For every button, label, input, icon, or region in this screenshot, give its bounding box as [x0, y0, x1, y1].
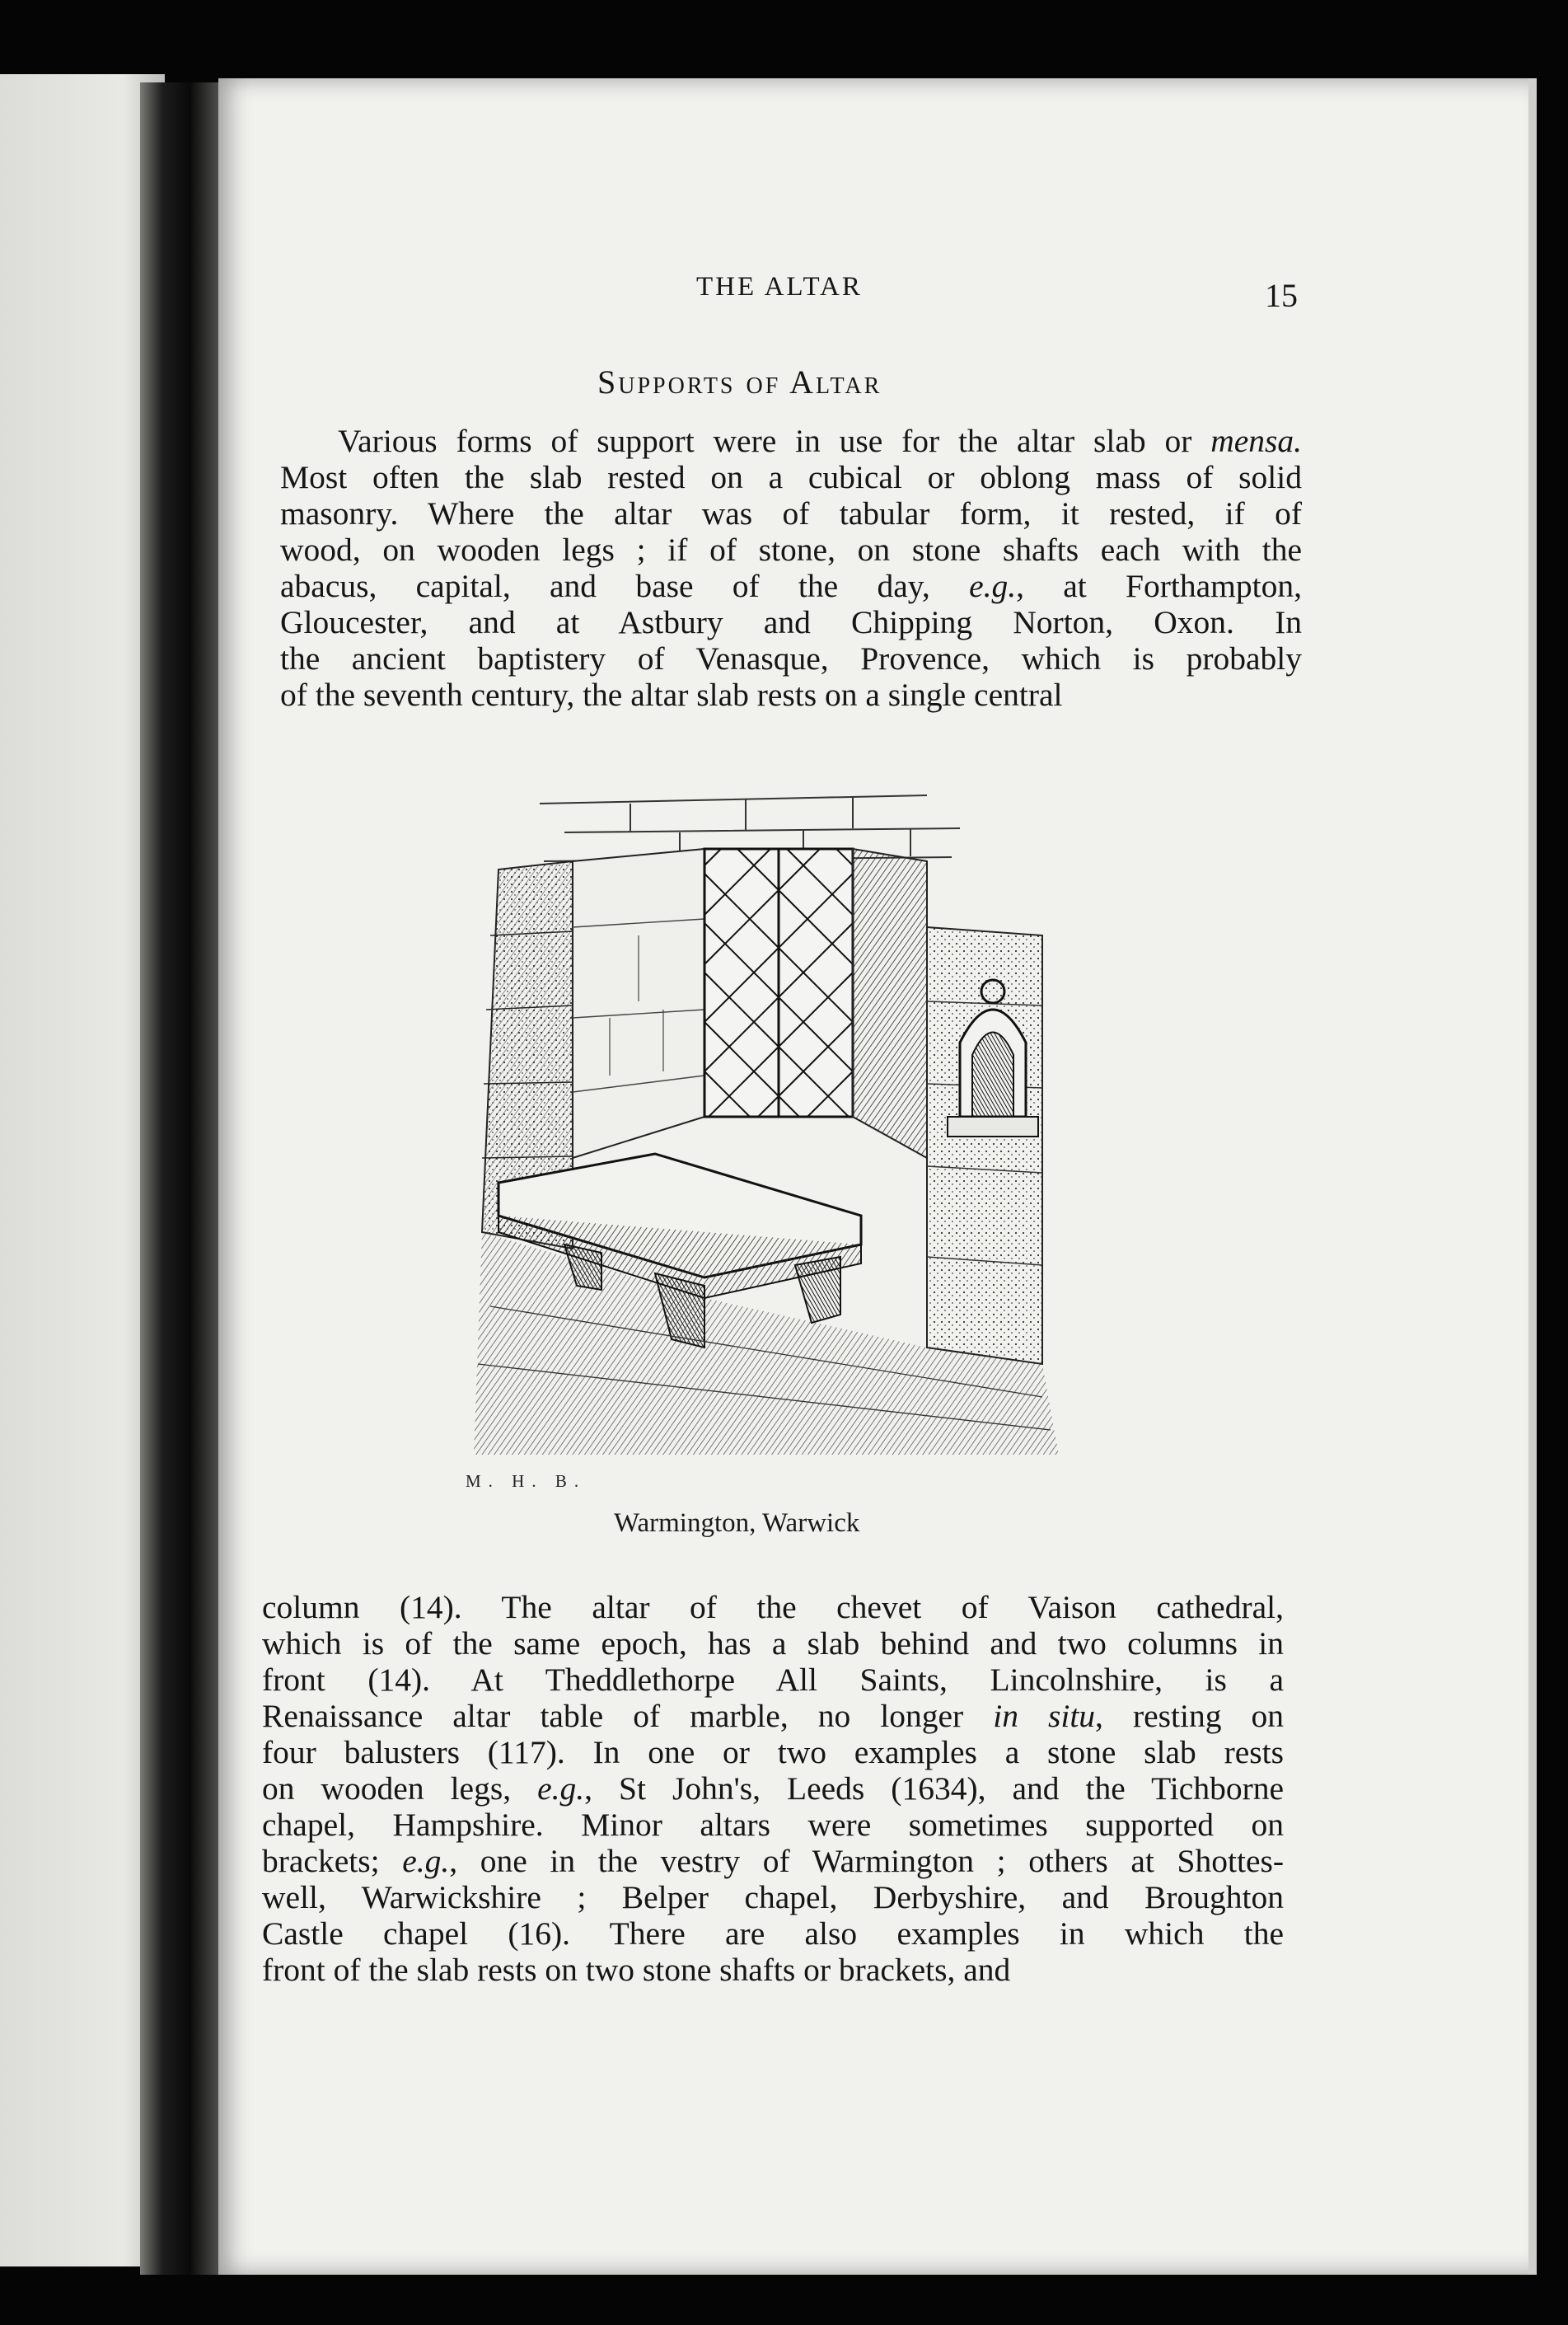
- text-run: Castle chapel (16). There are also examples in which the: [262, 1915, 1284, 1952]
- text-line: [262, 1625, 1284, 1662]
- text-run: front (14). At Theddlethorpe All Saints, Lincolnshire, is a: [262, 1662, 1284, 1698]
- italic-text: e.g.: [537, 1770, 585, 1807]
- text-line: [280, 495, 1302, 532]
- text-run: , one in the vestry of Warmington ; others at Shottes-: [449, 1843, 1285, 1879]
- text-line: [280, 640, 1302, 677]
- text-run: Gloucester, and at Astbury and Chipping Norton, Oxon. In: [280, 604, 1302, 640]
- text-run: on wooden legs,: [262, 1770, 538, 1807]
- text-line: [262, 1698, 1284, 1734]
- text-line: [280, 604, 1302, 640]
- text-run: , resting on: [1095, 1698, 1284, 1734]
- text-line: [262, 1662, 1284, 1698]
- text-line: [262, 1734, 1284, 1770]
- page-edge: [1528, 78, 1537, 2275]
- paragraph-top: [280, 423, 1302, 713]
- text-run: abacus, capital, and base of the day,: [280, 568, 970, 604]
- italic-text: mensa.: [1210, 423, 1302, 459]
- figure-caption: Warmington, Warwick: [614, 1508, 860, 1538]
- text-run: chapel, Hampshire. Minor altars were sometimes supported on: [262, 1807, 1284, 1843]
- text-run: , at Forthampton,: [1016, 568, 1302, 604]
- text-line: [262, 1843, 1284, 1879]
- text-line: [262, 1589, 1284, 1625]
- text-run: brackets;: [262, 1843, 403, 1879]
- italic-text: e.g.: [402, 1843, 450, 1879]
- text-line: [262, 1770, 1284, 1807]
- text-run: Various forms of support were in use for the altar slab or: [338, 423, 1211, 459]
- text-line: [280, 459, 1302, 495]
- text-run: front of the slab rests on two stone shafts or brackets, and: [262, 1952, 1011, 1988]
- text-line: [280, 423, 1302, 459]
- text-line: [280, 532, 1302, 568]
- text-run: wood, on wooden legs ; if of stone, on stone shafts each with the: [280, 532, 1302, 568]
- text-run: of the seventh century, the altar slab rests on a single central: [280, 677, 1063, 713]
- text-run: well, Warwickshire ; Belper chapel, Derbyshire, and Broughton: [262, 1879, 1284, 1915]
- text-run: , St John's, Leeds (1634), and the Tichborne: [584, 1770, 1285, 1807]
- plate-mark: M. H. B.: [466, 1471, 587, 1491]
- book-gutter: [140, 82, 231, 2275]
- paragraph-bottom: [262, 1589, 1284, 1988]
- text-line: [280, 568, 1302, 604]
- text-run: Renaissance altar table of marble, no longer: [262, 1698, 994, 1734]
- text-line: [280, 677, 1302, 713]
- text-run: which is of the same epoch, has a slab behind and two columns in: [262, 1625, 1284, 1662]
- altar-engraving: [466, 771, 1108, 1459]
- text-run: masonry. Where the altar was of tabular form, it rested, if of: [280, 495, 1302, 532]
- italic-text: in situ: [993, 1698, 1096, 1734]
- text-line: [262, 1807, 1284, 1843]
- text-line: [262, 1952, 1284, 1988]
- text-run: column (14). The altar of the chevet of Vaison cathedral,: [262, 1589, 1284, 1625]
- text-line: [262, 1879, 1284, 1915]
- italic-text: e.g.: [969, 568, 1017, 604]
- page-number: 15: [1265, 277, 1298, 314]
- section-title: Supports of Altar: [597, 363, 882, 401]
- text-line: [262, 1915, 1284, 1952]
- text-run: four balusters (117). In one or two examples a stone slab rests: [262, 1734, 1284, 1770]
- text-run: Most often the slab rested on a cubical or oblong mass of solid: [280, 459, 1302, 495]
- running-head: THE ALTAR: [696, 272, 863, 302]
- text-run: the ancient baptistery of Venasque, Provence, which is probably: [280, 640, 1302, 677]
